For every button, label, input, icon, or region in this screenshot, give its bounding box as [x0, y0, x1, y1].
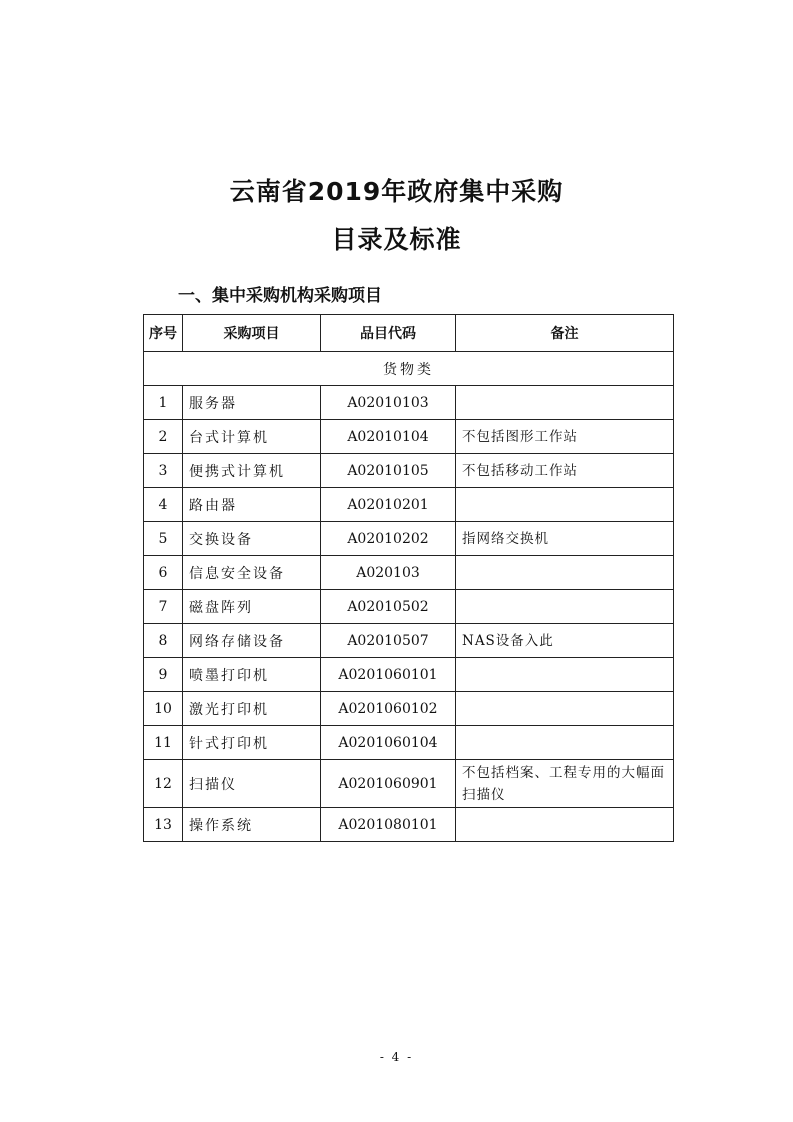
row-item: 信息安全设备 — [183, 556, 321, 590]
row-number: 4 — [144, 488, 183, 522]
row-number: 11 — [144, 726, 183, 760]
row-number: 5 — [144, 522, 183, 556]
row-number: 12 — [144, 760, 183, 808]
row-number: 10 — [144, 692, 183, 726]
row-number: 7 — [144, 590, 183, 624]
document-title-line1: 云南省2019年政府集中采购 — [229, 177, 564, 206]
table-row — [144, 590, 674, 624]
row-note: 不包括图形工作站 — [456, 420, 674, 454]
row-note — [456, 386, 674, 420]
row-code: A02010202 — [321, 522, 456, 556]
document-title-line2: 目录及标准 — [331, 225, 462, 254]
row-code: A02010507 — [321, 624, 456, 658]
header-no: 序号 — [144, 315, 183, 352]
table-row — [144, 420, 674, 454]
header-note: 备注 — [456, 315, 674, 352]
section-heading: 一、集中采购机构采购项目 — [178, 286, 382, 306]
table-row — [144, 522, 674, 556]
row-note — [456, 658, 674, 692]
table-row — [144, 386, 674, 420]
row-number: 3 — [144, 454, 183, 488]
row-note — [456, 808, 674, 842]
row-number: 13 — [144, 808, 183, 842]
row-item: 针式打印机 — [183, 726, 321, 760]
row-number: 1 — [144, 386, 183, 420]
row-note — [456, 692, 674, 726]
row-code: A020103 — [321, 556, 456, 590]
row-item: 路由器 — [183, 488, 321, 522]
table-row — [144, 658, 674, 692]
procurement-catalog-table — [143, 314, 674, 842]
row-code: A02010105 — [321, 454, 456, 488]
row-note: 不包括移动工作站 — [456, 454, 674, 488]
row-item: 扫描仪 — [183, 760, 321, 808]
row-item: 便携式计算机 — [183, 454, 321, 488]
table-row — [144, 454, 674, 488]
row-note — [456, 726, 674, 760]
header-code: 品目代码 — [321, 315, 456, 352]
row-number: 9 — [144, 658, 183, 692]
row-item: 台式计算机 — [183, 420, 321, 454]
row-number: 6 — [144, 556, 183, 590]
row-number: 8 — [144, 624, 183, 658]
table-row — [144, 624, 674, 658]
table-row — [144, 760, 674, 808]
row-code: A0201080101 — [321, 808, 456, 842]
header-item: 采购项目 — [183, 315, 321, 352]
row-note: 不包括档案、工程专用的大幅面扫描仪 — [456, 760, 674, 808]
row-item: 磁盘阵列 — [183, 590, 321, 624]
row-note: 指网络交换机 — [456, 522, 674, 556]
row-code: A02010104 — [321, 420, 456, 454]
group-label: 货物类 — [144, 352, 674, 386]
table-row — [144, 808, 674, 842]
row-item: 交换设备 — [183, 522, 321, 556]
row-code: A02010201 — [321, 488, 456, 522]
row-code: A0201060101 — [321, 658, 456, 692]
row-code: A02010103 — [321, 386, 456, 420]
row-code: A0201060104 — [321, 726, 456, 760]
row-code: A02010502 — [321, 590, 456, 624]
row-item: 喷墨打印机 — [183, 658, 321, 692]
row-note: NAS设备入此 — [456, 624, 674, 658]
table-header-row — [144, 315, 674, 352]
row-note — [456, 488, 674, 522]
table-row — [144, 726, 674, 760]
row-note — [456, 590, 674, 624]
page-number: - 4 - — [379, 1050, 414, 1064]
row-code: A0201060901 — [321, 760, 456, 808]
row-note — [456, 556, 674, 590]
row-item: 网络存储设备 — [183, 624, 321, 658]
table-row — [144, 692, 674, 726]
table-row — [144, 488, 674, 522]
group-row — [144, 352, 674, 386]
table-row — [144, 556, 674, 590]
row-number: 2 — [144, 420, 183, 454]
row-item: 操作系统 — [183, 808, 321, 842]
row-item: 服务器 — [183, 386, 321, 420]
row-code: A0201060102 — [321, 692, 456, 726]
row-item: 激光打印机 — [183, 692, 321, 726]
